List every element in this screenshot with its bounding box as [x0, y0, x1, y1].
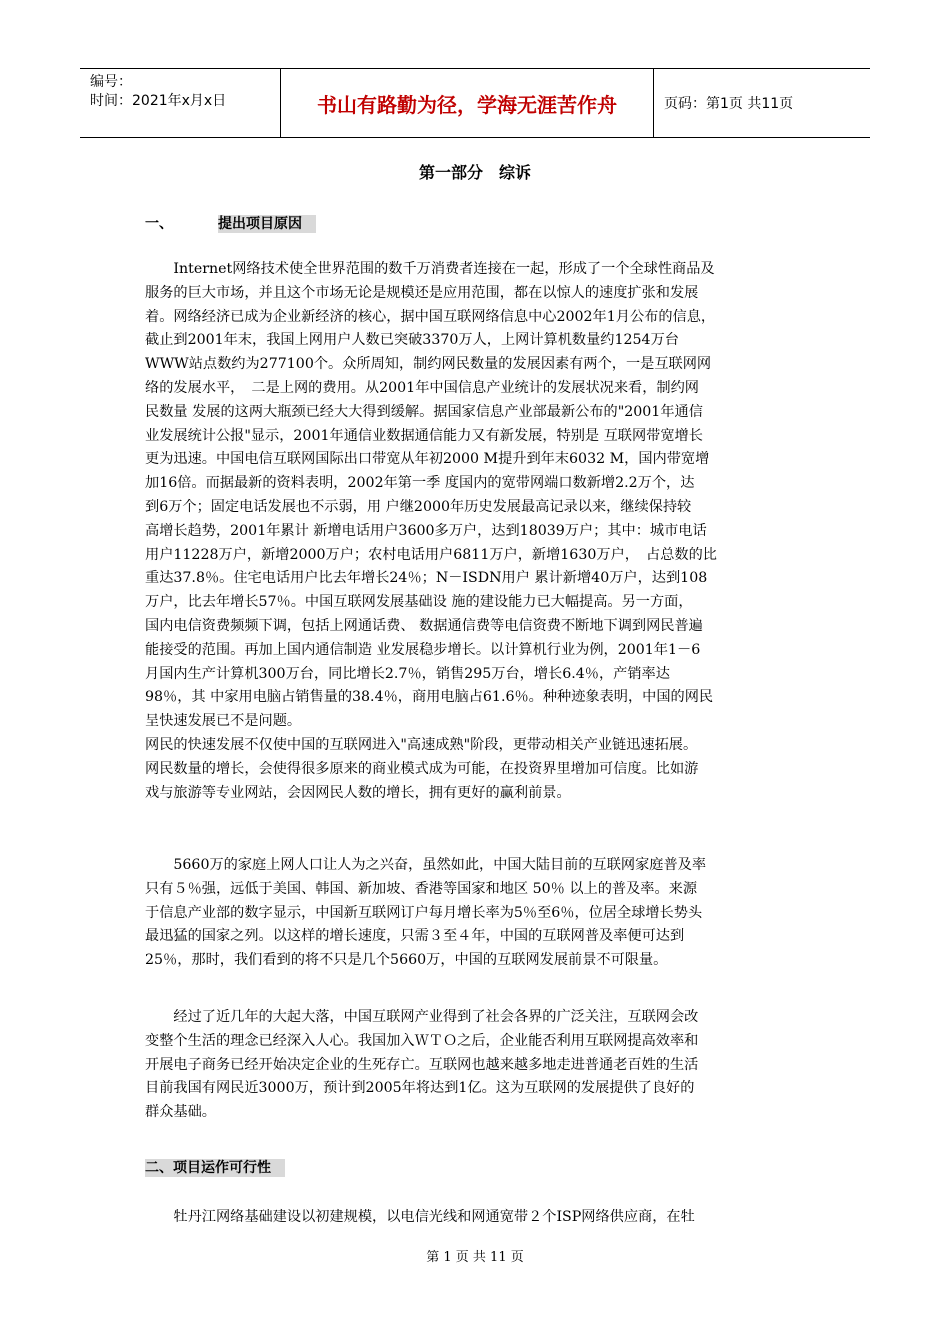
text-line: 着。网络经济已成为企业新经济的核心，据中国互联网络信息中心2002年1月公布的信息， [145, 308, 716, 325]
text-line: 25％，那时，我们看到的将不只是几个5660万，中国的互联网发展前景不可限量。 [145, 952, 668, 969]
text-line: 服务的巨大市场，并且这个市场无论是规模还是应用范围，都在以惊人的速度扩张和发展 [145, 284, 699, 301]
text-line: 能接受的范围。再加上国内通信制造 业发展稳步增长。以计算机行业为例，2001年1－6 [145, 641, 701, 658]
text-line: Internet网络技术使全世界范围的数千万消费者连接在一起，形成了一个全球性商品及 [145, 261, 715, 277]
text-line: 业发展统计公报"显示，2001年通信业数据通信能力又有新发展，特别是 互联网带宽增长 [145, 427, 703, 444]
text-line: 网民的快速发展不仅使中国的互联网进入"高速成熟"阶段，更带动相关产业链迅速拓展。 [145, 736, 698, 753]
text-line: 最迅猛的国家之列。以这样的增长速度，只需３至４年，中国的互联网普及率便可达到 [145, 928, 685, 945]
text-line: 目前我国有网民近3000万，预计到2005年将达到1亿。这为互联网的发展提供了良好的 [145, 1080, 695, 1097]
section-heading-2 [145, 1157, 285, 1177]
text-line: 只有５％强，远低于美国、韩国、新加坡、香港等国家和地区 50％ 以上的普及率。来源 [145, 880, 698, 897]
text-line: 变整个生活的理念已经深入人心。我国加入ＷＴＯ之后，企业能否利用互联网提高效率和 [145, 1032, 699, 1049]
document-number-label: 编号： [90, 74, 132, 90]
section-title: 提出项目原因 [218, 215, 316, 233]
paragraph-1 [145, 258, 810, 805]
text-line: 5660万的家庭上网人口让人为之兴奋，虽然如此，中国大陆目前的互联网家庭普及率 [145, 857, 707, 873]
header-left-cell [80, 69, 280, 137]
text-line: 络的发展水平， 二是上网的费用。从2001年中国信息产业统计的发展状况来看，制约网 [145, 379, 699, 396]
text-line: 高增长趋势，2001年累计 新增电话用户3600多万户，达到18039万户；其中：城市电话 [145, 522, 707, 539]
section-number: 一、 [145, 216, 173, 232]
text-line: 开展电子商务已经开始决定企业的生死存亡。互联网也越来越多地走进普通老百姓的生活 [145, 1056, 699, 1073]
page-title: 第一部分 综诉 [418, 163, 531, 182]
text-line: 月国内生产计算机300万台，同比增长2.7％，销售295万台，增长6.4％，产销率达 [145, 665, 670, 682]
header-motto: 书山有路勤为径，学海无涯苦作舟 [280, 69, 654, 137]
text-line: 呈快速发展已不是问题。 [145, 713, 302, 730]
document-date: 时间：2021年x月x日 [90, 93, 227, 109]
text-line: 民数量 发展的这两大瓶颈已经大大得到缓解。据国家信息产业部最新公布的"2001年通信 [145, 403, 703, 420]
text-line: 98％，其 中家用电脑占销售量的38.4％，商用电脑占61.6％。种种迹象表明，中国的网民 [145, 689, 714, 706]
paragraph-3 [145, 1006, 810, 1125]
header-table [80, 68, 870, 138]
text-line: WWW站点数约为277100个。众所周知，制约网民数量的发展因素有两个，一是互联网网 [145, 356, 712, 373]
text-line: 用户11228万户，新增2000万户；农村电话用户6811万户，新增1630万户， 占总数的比 [145, 546, 717, 563]
text-line: 加16倍。而据最新的资料表明，2002年第一季 度国内的宽带网端口数新增2.2万个，达 [145, 475, 695, 492]
text-line: 戏与旅游等专业网站，会因网民人数的增长，拥有更好的赢利前景。 [145, 784, 571, 801]
text-line: 更为迅速。中国电信互联网国际出口带宽从年初2000 M提升到年末6032 M，国内带宽增 [145, 451, 710, 468]
section-heading-1 [145, 213, 316, 233]
paragraph-4 [145, 1206, 810, 1230]
paragraph-2 [145, 854, 810, 973]
page-footer: 第 1 页 共 11 页 [426, 1250, 524, 1265]
section-title: 二、项目运作可行性 [145, 1159, 285, 1177]
text-line: 牡丹江网络基础建设以初建规模，以电信光线和网通宽带２个ISP网络供应商，在牡 [145, 1209, 695, 1225]
text-line: 重达37.8％。住宅电话用户比去年增长24％；N－ISDN用户 累计新增40万户，达到108 [145, 570, 708, 587]
text-line: 经过了近几年的大起大落，中国互联网产业得到了社会各界的广泛关注，互联网会改 [145, 1009, 699, 1025]
text-line: 国内电信资费频频下调，包括上网通话费、 数据通信费等电信资费不断地下调到网民普遍 [145, 617, 703, 634]
text-line: 于信息产业部的数字显示，中国新互联网订户每月增长率为5％至6％，位居全球增长势头 [145, 904, 703, 921]
text-line: 网民数量的增长，会使得很多原来的商业模式成为可能，在投资界里增加可信度。比如游 [145, 760, 699, 777]
header-page-info: 页码：第1页 共11页 [664, 96, 794, 112]
text-line: 到6万个；固定电话发展也不示弱，用 户继2000年历史发展最高记录以来，继续保持较 [145, 498, 692, 515]
text-line: 群众基础。 [145, 1104, 216, 1121]
text-line: 万户，比去年增长57％。中国互联网发展基础设 施的建设能力已大幅提高。另一方面， [145, 594, 693, 611]
text-line: 截止到2001年末，我国上网用户人数已突破3370万人，上网计算机数量约1254万台 [145, 332, 679, 349]
